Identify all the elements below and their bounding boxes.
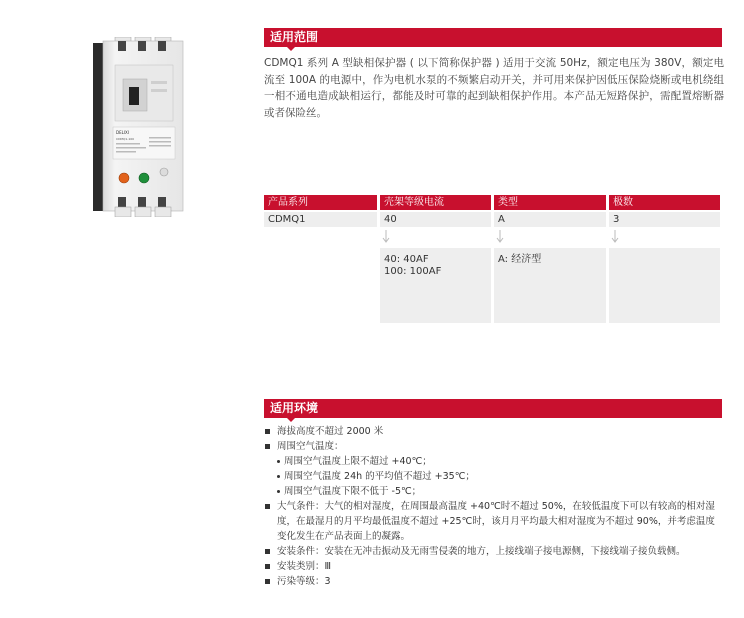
list-item-text: 大气条件：大气的相对湿度，在周围最高温度 +40℃时不超过 50%，在较低温度下可以有较高的相对湿度，在最湿月的月平均最低温度不超过 +25℃时，该月月平均最大相对湿度为不超过 90%，并考虑温度变化发生在产品表面上的凝露。 (277, 501, 715, 542)
option-box-frame-current (380, 248, 491, 323)
bullet-dot-icon (277, 475, 280, 478)
bullet-dot-icon (277, 460, 280, 463)
sub-list-item (264, 469, 724, 484)
product-image (93, 37, 185, 217)
list-item-text: 污染等级：3 (277, 576, 331, 587)
arrow-down-icon (611, 230, 619, 244)
bullet-square-icon (265, 579, 270, 584)
sub-list-item-text: 周围空气温度上限不超过 +40℃； (284, 456, 432, 467)
environment-heading (264, 399, 722, 417)
sub-list-item-text: 周围空气温度下限不低于 -5℃； (284, 486, 422, 497)
sub-list-item (264, 454, 724, 469)
sub-list-item-text: 周围空气温度 24h 的平均值不超过 +35℃； (284, 471, 475, 482)
environment-list (264, 424, 724, 589)
scope-heading-rule (264, 46, 722, 47)
option-box-poles (609, 248, 720, 323)
scope-heading (264, 28, 722, 46)
environment-heading-text: 适用环境 (270, 401, 319, 415)
list-item (264, 424, 724, 439)
option-box-type (494, 248, 606, 323)
list-item (264, 574, 724, 589)
product-brand-label: DELIXI (116, 130, 129, 135)
table-value-series: CDMQ1 (264, 212, 377, 227)
sub-list-item (264, 484, 724, 499)
arrow-down-icon (382, 230, 390, 244)
bullet-square-icon (265, 549, 270, 554)
arrow-down-icon (496, 230, 504, 244)
bullet-square-icon (265, 429, 270, 434)
bullet-square-icon (265, 444, 270, 449)
list-item-text: 安装类别：Ⅲ (277, 561, 332, 572)
list-item-text: 安装条件：安装在无冲击振动及无雨雪侵袭的地方，上接线端子接电源侧，下接线端子接负载侧。 (277, 546, 686, 557)
list-item (264, 499, 724, 544)
table-value-frame-current: 40 (380, 212, 491, 227)
table-value-poles: 3 (609, 212, 720, 227)
list-item (264, 439, 724, 454)
option-item: 40: 40AF (384, 254, 429, 265)
bullet-square-icon (265, 504, 270, 509)
bullet-square-icon (265, 564, 270, 569)
product-model-label: CDMQ1-100 (116, 137, 135, 141)
bullet-dot-icon (277, 490, 280, 493)
table-header-poles: 极数 (609, 195, 720, 210)
table-header-type: 类型 (494, 195, 606, 210)
table-header-frame-current: 壳架等级电流 (380, 195, 491, 210)
list-item-text: 海拔高度不超过 2000 米 (277, 426, 384, 437)
table-header-series: 产品系列 (264, 195, 377, 210)
table-value-type: A (494, 212, 606, 227)
list-item (264, 544, 724, 559)
scope-description: CDMQ1 系列 A 型缺相保护器 ( 以下简称保护器 ) 适用于交流 50Hz，额定电压为 380V，额定电流至 100A 的电源中，作为电机水泵的不频繁启动开关，并可用来保护因低压保险烧断或电机绕组一相不通电造成缺相运行，都能及时可靠的起到缺相保护作用。本产品无短路保护，需配置熔断器或者保险丝。 (264, 57, 724, 119)
environment-heading-rule (264, 417, 722, 418)
option-item: 100: 100AF (384, 266, 442, 277)
scope-heading-text: 适用范围 (270, 30, 319, 44)
option-item: A: 经济型 (498, 254, 542, 265)
list-item (264, 559, 724, 574)
list-item-text: 周围空气温度： (277, 441, 344, 452)
